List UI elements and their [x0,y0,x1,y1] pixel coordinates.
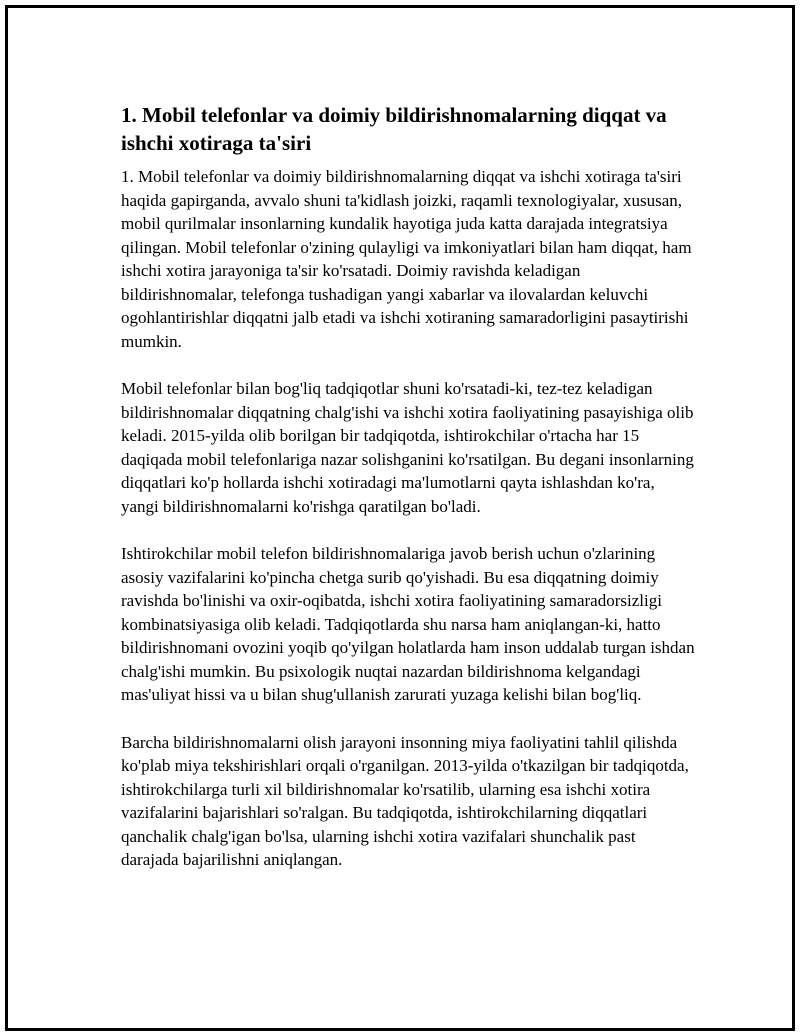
paragraph-3: Ishtirokchilar mobil telefon bildirishnomalariga javob berish uchun o'zlarining asosiy vazifalarini ko'pincha chetga surib qo'yishadi. Bu esa diqqatning doimiy ravishda bo'linishi va oxir-oqibatda, ishchi xotira faoliyatining samaradorsizligi kombinatsiyasiga olib keladi. Tadqiqotlarda shu narsa ham aniqlangan-ki, hatto bildirishnomani ovozini yoqib qo'yilgan holatlarda ham inson uddalab turgan ishdan chalg'ishi mumkin. Bu psixologik nuqtai nazardan bildirishnoma kelgandagi mas'uliyat hissi va u bilan shug'ullanish zarurati yuzaga kelishi bilan bog'liq. [121,544,695,704]
page-frame [5,5,795,1031]
paragraph-4: Barcha bildirishnomalarni olish jarayoni insonning miya faoliyatini tahlil qilishda ko'plab miya tekshirishlari orqali o'rganilgan. 2013-yilda o'tkazilgan bir tadqiqotda, ishtirokchilarga turli xil bildirishnomalar ko'rsatilib, ularning esa ishchi xotira vazifalarini bajarishlari so'ralgan. Bu tadqiqotda, ishtirokchilarning diqqatlari qanchalik chalg'igan bo'lsa, ularning ishchi xotira vazifalari shunchalik past darajada bajarilishni aniqlangan. [121,732,689,869]
section-heading: 1. Mobil telefonlar va doimiy bildirishnomalarning diqqat va ishchi xotiraga ta'siri [121,103,667,155]
document-body [121,101,696,896]
paragraph-2: Mobil telefonlar bilan bog'liq tadqiqotlar shuni ko'rsatadi-ki, tez-tez keladigan bildirishnomalar diqqatning chalg'ishi va ishchi xotira faoliyatining pasayishiga olib keladi. 2015-yilda olib borilgan bir tadqiqotda, ishtirokchilar o'rtacha har 15 daqiqada mobil telefonlariga nazar solishganini ko'rsatilgan. Bu degani insonlarning diqqatlari ko'p hollarda ishchi xotiradagi ma'lumotlarni qayta ishlashdan ko'ra, yangi bildirishnomalarni ko'rishga qaratilgan bo'ladi. [121,379,694,516]
paragraph-1: 1. Mobil telefonlar va doimiy bildirishnomalarning diqqat va ishchi xotiraga ta'siri haqida gapirganda, avvalo shuni ta'kidlash joizki, raqamli texnologiyalar, xususan, mobil qurilmalar insonlarning kundalik hayotiga juda katta darajada integratsiya qilingan. Mobil telefonlar o'zining qulayligi va imkoniyatlari bilan ham diqqat, ham ishchi xotira jarayoniga ta'sir ko'rsatadi. Doimiy ravishda keladigan bildirishnomalar, telefonga tushadigan yangi xabarlar va ilovalardan keluvchi ogohlantirishlar diqqatni jalb etadi va ishchi xotiraning samaradorligini pasaytirishi mumkin. [121,167,692,351]
